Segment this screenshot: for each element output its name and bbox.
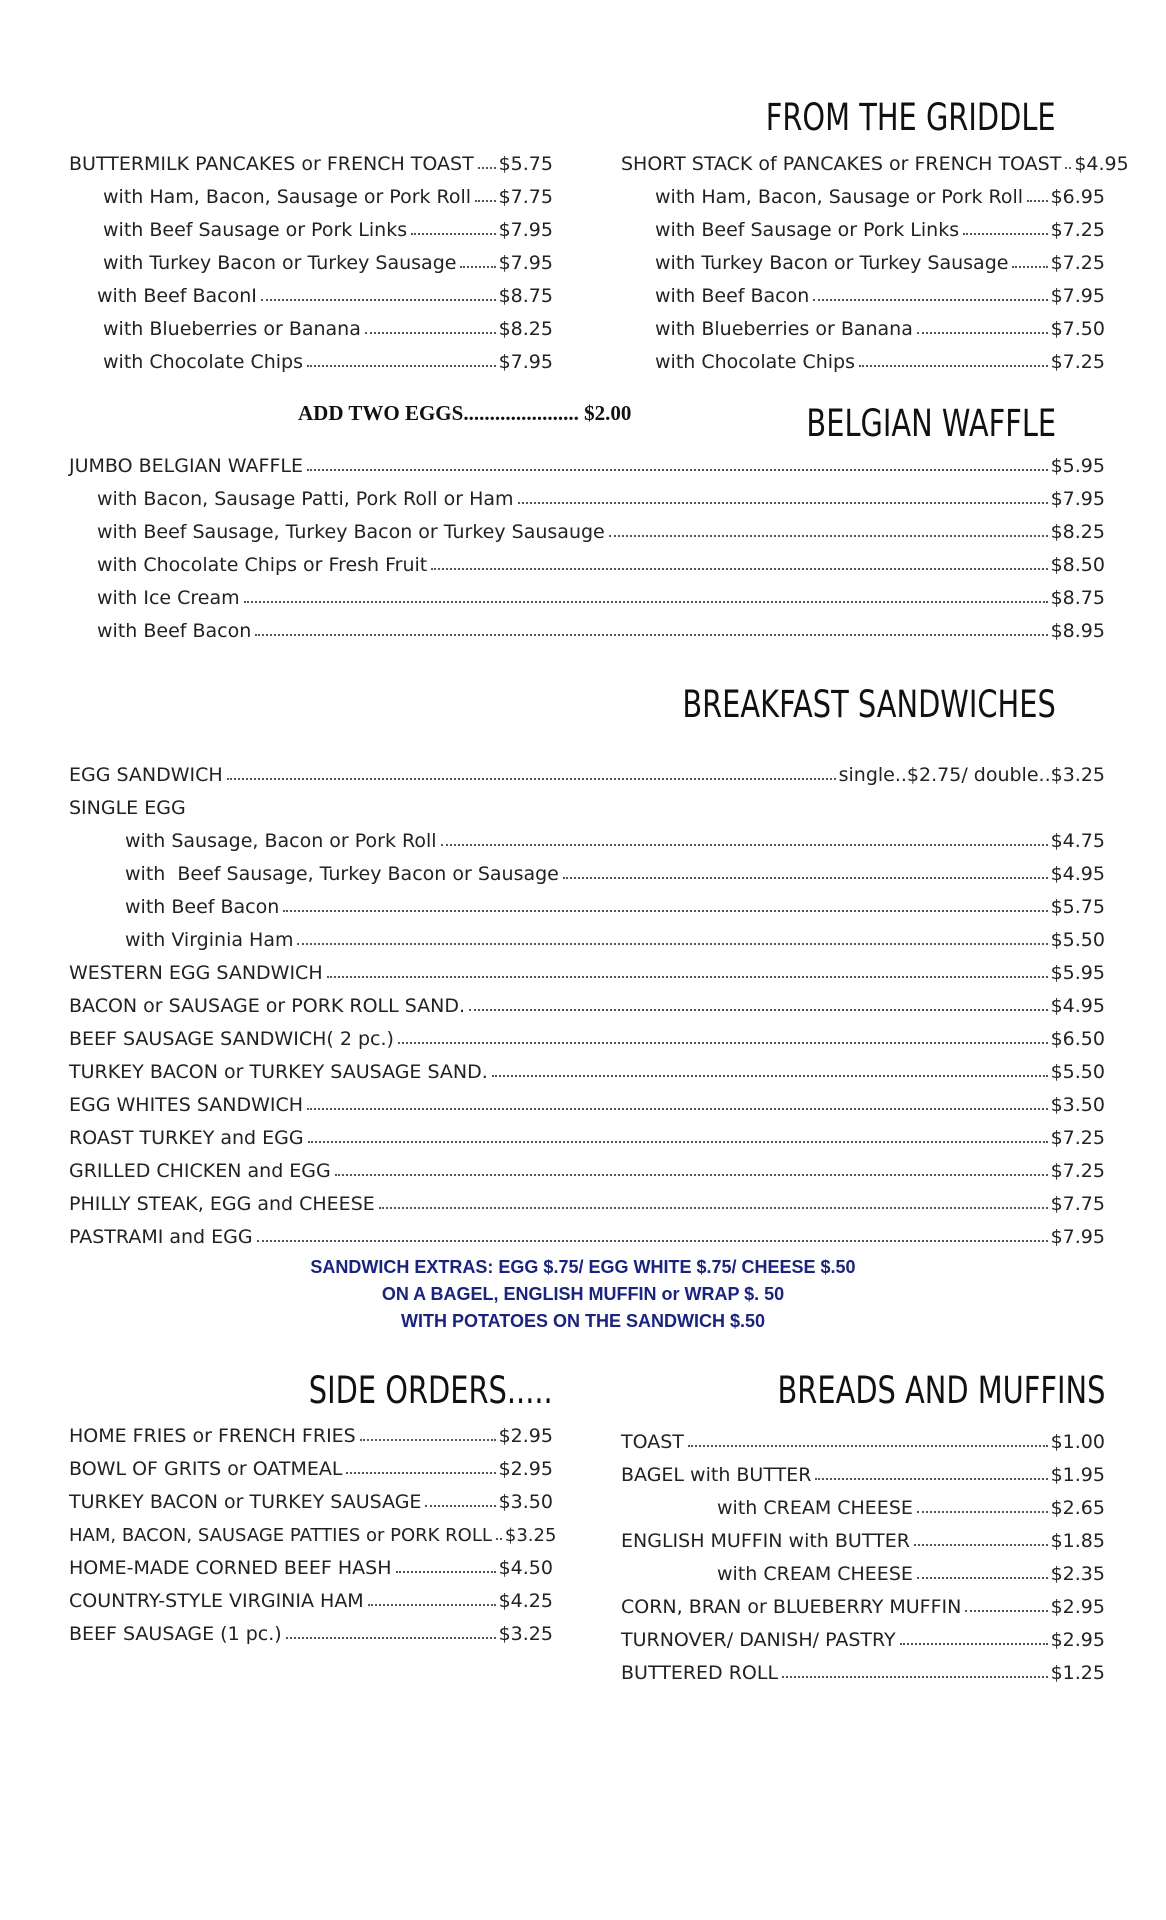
item-price: $1.00 [1050,1431,1105,1453]
dot-leader [307,365,496,367]
menu-subheading [69,786,1105,819]
menu-item [621,208,1105,241]
menu-item [69,142,553,175]
dot-leader [1027,200,1048,202]
item-name: with Chocolate Chips [655,351,856,373]
dot-leader [478,167,496,169]
item-price: $2.65 [1050,1497,1105,1519]
dot-leader [335,1174,1048,1176]
dot-leader [379,1207,1048,1209]
item-name: with Beef Bacon [97,620,252,642]
item-price: $2.95 [1050,1596,1105,1618]
item-price: $3.25 [504,1525,557,1546]
item-price: $7.95 [498,252,553,274]
item-price: $7.25 [1050,1160,1105,1182]
dot-leader [917,1511,1048,1513]
menu-item [69,984,1105,1017]
item-price: $8.50 [1050,554,1105,576]
item-name: BUTTERED ROLL [621,1662,779,1684]
item-name: TOAST [621,1431,684,1453]
dot-leader [859,365,1048,367]
item-name: WESTERN EGG SANDWICH [69,962,323,984]
menu-item [621,1486,1105,1519]
item-name: PHILLY STEAK, EGG and CHEESE [69,1193,375,1215]
menu-item [69,1579,553,1612]
item-name: with Beef Sausage or Pork Links [655,219,960,241]
dot-leader [688,1445,1048,1447]
menu-item [69,609,1105,642]
item-name: EGG SANDWICH [69,764,223,786]
item-price: $5.75 [498,153,553,175]
item-name: with Beef Sausage or Pork Links [103,219,408,241]
item-price: $1.95 [1050,1464,1105,1486]
dot-leader [965,1610,1047,1612]
sandwiches-heading: BREAKFAST SANDWICHES [682,683,1056,726]
extras-line: SANDWICH EXTRAS: EGG $.75/ EGG WHITE $.75/ CHEESE $.50 [310,1257,856,1277]
menu-item [69,1116,1105,1149]
griddle-left-list [69,142,553,373]
extras-line: ON A BAGEL, ENGLISH MUFFIN or WRAP $. 50 [381,1284,785,1304]
item-name: TURKEY BACON or TURKEY SAUSAGE [69,1491,422,1513]
item-name: with Chocolate Chips or Fresh Fruit [97,554,428,576]
item-price: $5.95 [1050,962,1105,984]
item-name: GRILLED CHICKEN and EGG [69,1160,331,1182]
item-name: BEEF SAUSAGE (1 pc.) [69,1623,282,1645]
item-price: $5.50 [1050,1061,1105,1083]
item-name: BAGEL with BUTTER [621,1464,812,1486]
menu-item [69,444,1105,477]
item-name: with Virginia Ham [125,929,294,951]
menu-item [69,1182,1105,1215]
dot-leader [492,1075,1048,1077]
item-price: $3.50 [1050,1094,1105,1116]
dot-leader [469,1009,1048,1011]
item-price: $7.95 [1050,1226,1105,1248]
item-price: $5.75 [1050,896,1105,918]
dot-leader [441,844,1048,846]
dot-leader [914,1544,1048,1546]
dot-leader [307,469,1048,471]
dot-leader [813,299,1047,301]
item-name: with Beef Sausage, Turkey Bacon or Sausage [125,863,559,885]
menu-item [69,1612,553,1645]
item-name: EGG WHITES SANDWICH [69,1094,304,1116]
menu-item [69,1447,553,1480]
menu-item [69,1017,1105,1050]
menu-item [69,885,1105,918]
item-name: with Turkey Bacon or Turkey Sausage [103,252,457,274]
menu-item [621,340,1105,373]
item-name: BEEF SAUSAGE SANDWICH( 2 pc.) [69,1028,394,1050]
item-price: $7.95 [1050,488,1105,510]
dot-leader [257,1240,1048,1242]
item-name: HAM, BACON, SAUSAGE PATTIES or PORK ROLL [69,1525,492,1546]
menu-item [69,1149,1105,1182]
dot-leader [900,1643,1048,1645]
item-name: ROAST TURKEY and EGG [69,1127,304,1149]
menu-item [69,307,553,340]
waffle-heading: BELGIAN WAFFLE [806,402,1056,445]
extras-line: WITH POTATOES ON THE SANDWICH $.50 [400,1311,766,1331]
dot-leader [815,1478,1047,1480]
dot-leader [346,1472,495,1474]
dot-leader [244,601,1048,603]
menu-item [69,175,553,208]
menu-item [69,1083,1105,1116]
menu-item [69,208,553,241]
item-price: $1.25 [1050,1662,1105,1684]
dot-leader [261,299,496,301]
item-name: CORN, BRAN or BLUEBERRY MUFFIN [621,1596,962,1618]
dot-leader [286,1637,496,1639]
item-name: with Bacon, Sausage Patti, Pork Roll or Ham [97,488,514,510]
item-price: $4.25 [498,1590,553,1612]
menu-item [621,1618,1105,1651]
menu-item [69,918,1105,951]
menu-item [69,1480,553,1513]
item-name: with Beef BaconI [97,285,257,307]
item-name: HOME-MADE CORNED BEEF HASH [69,1557,392,1579]
item-name: with Ham, Bacon, Sausage or Pork Roll [655,186,1024,208]
waffle-list [69,444,1105,642]
dot-leader [396,1571,496,1573]
item-price: $4.95 [1050,995,1105,1017]
item-price: $2.95 [498,1425,553,1447]
item-name: with Beef Bacon [125,896,280,918]
item-price: $4.75 [1050,830,1105,852]
menu-item [621,142,1129,175]
dot-leader [475,200,496,202]
griddle-heading: FROM THE GRIDDLE [766,96,1056,139]
item-price: $7.75 [498,186,553,208]
item-price: single..$2.75/ double..$3.25 [838,764,1105,786]
dot-leader [782,1676,1048,1678]
dot-leader [227,778,836,780]
item-price: $2.35 [1050,1563,1105,1585]
menu-item [69,819,1105,852]
menu-item [621,1519,1105,1552]
item-name: BOWL OF GRITS or OATMEAL [69,1458,343,1480]
dot-leader [308,1141,1048,1143]
menu-item [69,241,553,274]
menu-item [69,543,1105,576]
item-name: PASTRAMI and EGG [69,1226,253,1248]
item-price: $6.50 [1050,1028,1105,1050]
item-price: $7.25 [1050,351,1105,373]
single-egg-label: SINGLE EGG [69,797,186,819]
item-price: $7.25 [1050,1127,1105,1149]
menu-item [69,951,1105,984]
item-name: with Sausage, Bacon or Pork Roll [125,830,437,852]
sides-heading: SIDE ORDERS..... [309,1369,553,1412]
menu-item [621,1651,1105,1684]
menu-item [69,274,553,307]
menu-item [69,1215,1105,1248]
item-name: with CREAM CHEESE [717,1497,913,1519]
item-price: $8.75 [1050,587,1105,609]
dot-leader [431,568,1047,570]
dot-leader [411,233,495,235]
item-name: with Blueberries or Banana [103,318,361,340]
dot-leader [917,332,1048,334]
item-name: with Beef Sausage, Turkey Bacon or Turkey Sausauge [97,521,605,543]
item-price: $1.85 [1050,1530,1105,1552]
menu-item [69,340,553,373]
menu-item [69,852,1105,885]
item-name: SHORT STACK of PANCAKES or FRENCH TOAST [621,153,1062,175]
item-name: with Chocolate Chips [103,351,304,373]
item-name: with CREAM CHEESE [717,1563,913,1585]
dot-leader [563,877,1048,879]
dot-leader [460,266,495,268]
sides-list [69,1414,557,1645]
menu-item [69,1050,1105,1083]
menu-item [69,576,1105,609]
griddle-right-list [621,142,1129,373]
item-price: $5.50 [1050,929,1105,951]
item-name: COUNTRY-STYLE VIRGINIA HAM [69,1590,364,1612]
sandwiches-list [69,753,1105,1248]
menu-item [621,1552,1105,1585]
dot-leader [360,1439,496,1441]
breads-list [621,1420,1105,1684]
dot-leader [297,943,1047,945]
menu-item [621,1585,1105,1618]
menu-item [69,510,1105,543]
item-name: JUMBO BELGIAN WAFFLE [69,455,303,477]
item-name: ENGLISH MUFFIN with BUTTER [621,1530,910,1552]
item-price: $2.95 [1050,1629,1105,1651]
menu-item [69,753,1105,786]
item-price: $2.95 [498,1458,553,1480]
dot-leader [963,233,1047,235]
add-eggs-note: ADD TWO EGGS...................... $2.00 [298,401,632,425]
dot-leader [398,1042,1048,1044]
dot-leader [327,976,1048,978]
item-price: $7.95 [1050,285,1105,307]
item-price: $7.95 [498,351,553,373]
item-name: BACON or SAUSAGE or PORK ROLL SAND. [69,995,466,1017]
breads-heading: BREADS AND MUFFINS [777,1369,1105,1412]
item-name: TURNOVER/ DANISH/ PASTRY [621,1629,896,1651]
item-price: $4.95 [1050,863,1105,885]
item-price: $4.50 [498,1557,553,1579]
item-name: with Beef Bacon [655,285,810,307]
item-name: with Turkey Bacon or Turkey Sausage [655,252,1009,274]
menu-item [621,307,1105,340]
item-price: $3.50 [498,1491,553,1513]
menu-item [69,1513,557,1546]
dot-leader [368,1604,496,1606]
item-price: $4.95 [1074,153,1129,175]
menu-item [69,1414,553,1447]
sandwich-extras [0,1254,1166,1335]
dot-leader [307,1108,1048,1110]
dot-leader [255,634,1047,636]
menu-item [69,477,1105,510]
item-price: $8.25 [498,318,553,340]
menu-item [621,241,1105,274]
item-price: $7.75 [1050,1193,1105,1215]
item-price: $6.95 [1050,186,1105,208]
menu-item [621,1453,1105,1486]
dot-leader [917,1577,1048,1579]
item-name: HOME FRIES or FRENCH FRIES [69,1425,356,1447]
dot-leader [518,502,1048,504]
item-price: $8.95 [1050,620,1105,642]
dot-leader [365,332,496,334]
item-name: with Blueberries or Banana [655,318,913,340]
item-name: with Ham, Bacon, Sausage or Pork Roll [103,186,472,208]
item-price: $7.25 [1050,252,1105,274]
item-name: BUTTERMILK PANCAKES or FRENCH TOAST [69,153,474,175]
item-price: $7.95 [498,219,553,241]
dot-leader [496,1538,502,1540]
dot-leader [283,910,1047,912]
item-name: TURKEY BACON or TURKEY SAUSAGE SAND. [69,1061,488,1083]
item-name: with Ice Cream [97,587,240,609]
item-price: $3.25 [498,1623,553,1645]
menu-item [69,1546,553,1579]
item-price: $5.95 [1050,455,1105,477]
item-price: $8.25 [1050,521,1105,543]
item-price: $7.25 [1050,219,1105,241]
menu-item [621,175,1105,208]
dot-leader [425,1505,495,1507]
dot-leader [1065,167,1071,169]
menu-item [621,1420,1105,1453]
item-price: $8.75 [498,285,553,307]
dot-leader [609,535,1048,537]
menu-item [621,274,1105,307]
dot-leader [1012,266,1047,268]
item-price: $7.50 [1050,318,1105,340]
